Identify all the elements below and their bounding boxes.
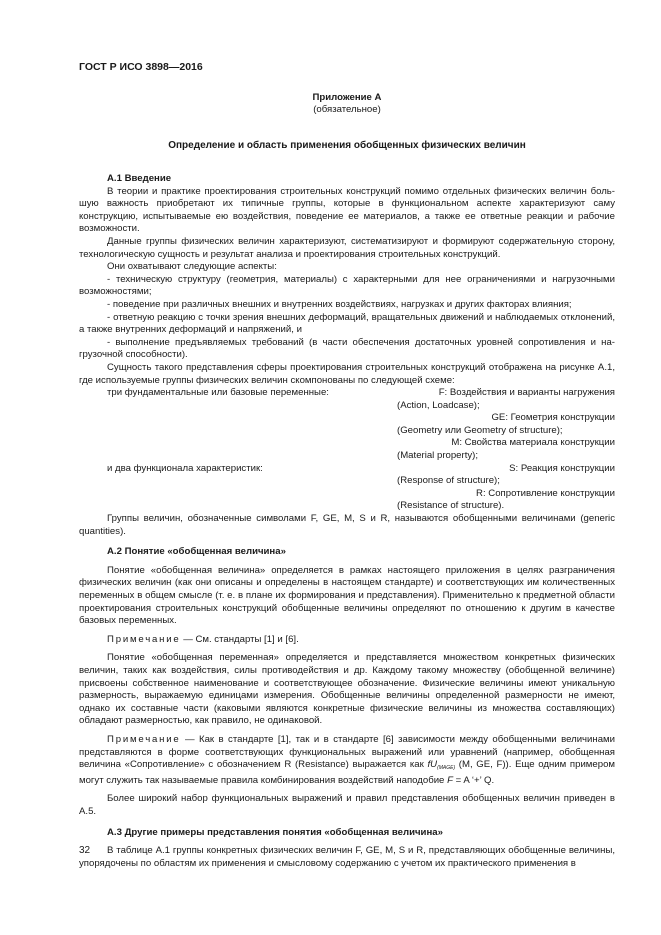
section-heading-a3: А.3 Другие примеры представления понятия «обобщенная величина» [107,826,443,838]
section-heading-a2: А.2 Понятие «обобщенная величина» [107,546,286,558]
paragraph: В теории и практике проектирования строительных конструкций помимо отдельных физических величин большую важность приобретают их типичные группы, которые в функциональном аспекте характеризуют саму конструкцию, испытываемые ею воздействия, поведение ее материалов, а также ее ответные реакции и рабочие возможности. [79,185,615,235]
annex-main-title: Определение и область применения обобщенных физических величин [168,140,526,151]
annex-title: Приложение А [312,92,382,103]
bullet-item: - ответную реакцию с точки зрения внешних деформаций, вращательных движений и наблюдаемых отклонений, а также внутренних деформаций и напряжений, и [79,311,615,336]
bullet-item: - техническую структуру (геометрия, материалы) с характерными для нее ограничениями и нагрузочными возможностями; [79,273,615,298]
formula-symbol: F [447,774,453,786]
scheme-functional-label: и два функционала характеристик: [107,462,263,474]
paragraph: Группы величин, обозначенные символами F, GE, M, S и R, называются обобщенными величинами (generic quantities). [79,513,615,537]
note [79,634,615,647]
bullet-item: - выполнение предъявляемых требований (в части обеспечения достаточных уровней сопротивления и нагрузочной способности). [79,336,615,361]
formula-subscript: (MAGE) [437,765,456,772]
scheme-item-r: R: Сопротивление конструкции [476,487,615,499]
scheme-item-m-en: (Material property); [397,450,479,462]
note [79,734,615,787]
scheme-item-m: М: Свойства материала конструкции [451,437,615,449]
paragraph: Сущность такого представления сферы проектирования строительных конструкций отображена на рисунке А.1, где используемые группы физических величин скомпонованы по следующей схеме: [79,361,615,386]
section-heading-a1: А.1 Введение [107,173,172,184]
variables-scheme [79,387,615,513]
note-label: Примечание [107,633,181,645]
note-label: Примечание [107,733,181,745]
scheme-item-ge-en: (Geometry или Geometry of structure); [397,424,563,436]
scheme-item-ge: GE: Геометрия конструкции [491,412,615,424]
scheme-item-r-en: (Resistance of structure). [397,500,505,512]
paragraph: Они охватывают следующие аспекты: [107,261,277,273]
document-code: ГОСТ Р ИСО 3898—2016 [79,61,203,73]
scheme-item-s: S: Реакция конструкции [509,462,615,474]
paragraph: Данные группы физических величин характеризуют, систематизируют и формируют содержательную сторону, технологическую сущность и результат анализа и проектирования строительных конструкций. [79,235,615,260]
bullet-item: - поведение при различных внешних и внутренних воздействиях, нагрузках и других факторах влияния; [107,298,572,310]
scheme-item-f-en: (Action, Loadcase); [397,399,480,411]
paragraph: Понятие «обобщенная переменная» определяется и представляется множеством конкретных физических величин, таких как воздействия, силы противодействия и др. Каждому такому множеству (обобщенной величине) присвоены собственное наименование и соответствующее обозначение. Физические величины имеют уникальную размерность, выражаемую единицами измерения. Обобщенные величины определенной размерности не имеют, однако их составные части (каковыми являются конкретные физические величины из множества составляющих) обладают размерностью, как правило, не одинаковой. [79,652,615,727]
document-body [79,173,615,870]
note-text: = A ‘+’ Q. [452,774,495,786]
note-text: — Как в стандарте [1], так и в стандарте [6] зависимости между обобщенными величинами представляются в форме соответствующих функциональных выражений или уравнений (например, обобщенная величина «Сопротивление» с обозначением R (Resistance) выражается как [79,733,615,771]
page-number: 32 [79,845,91,856]
scheme-item-s-en: (Response of structure); [397,475,500,487]
scheme-basic-label: три фундаментальные или базовые переменные: [107,387,329,399]
paragraph: Более широкий набор функциональных выражений и правил представления обобщенных величин приведен в А.5. [79,793,615,817]
paragraph: Понятие «обобщенная величина» определяется в рамках настоящего приложения в целях разграничения физических величин (как они описаны и определены в настоящем стандарте) и соответствующих им количественных переменных в общем смысле (т. е. в плане их формирования и представления). Применительно к предметной области проектирования строительных конструкций обобщенные величины определяют по отношению к другим в качестве базовых переменных. [79,564,615,627]
formula-symbol: fU [427,759,438,771]
note-text: — См. стандарты [1] и [6]. [180,633,299,645]
note-text: (M, GE, F)). Еще одним примером могут служить так называемые правила комбинирования воздействий наподобие [79,759,616,786]
scheme-item-f: F: Воздействия и варианты нагружения [438,387,615,399]
annex-subtitle: (обязательное) [313,104,381,115]
paragraph: В таблице А.1 группы конкретных физических величин F, GE, M, S и R, представляющих обобщенные величины, упорядочены по областям их применения и смысловому содержанию с учетом их практического применения в [79,845,615,869]
